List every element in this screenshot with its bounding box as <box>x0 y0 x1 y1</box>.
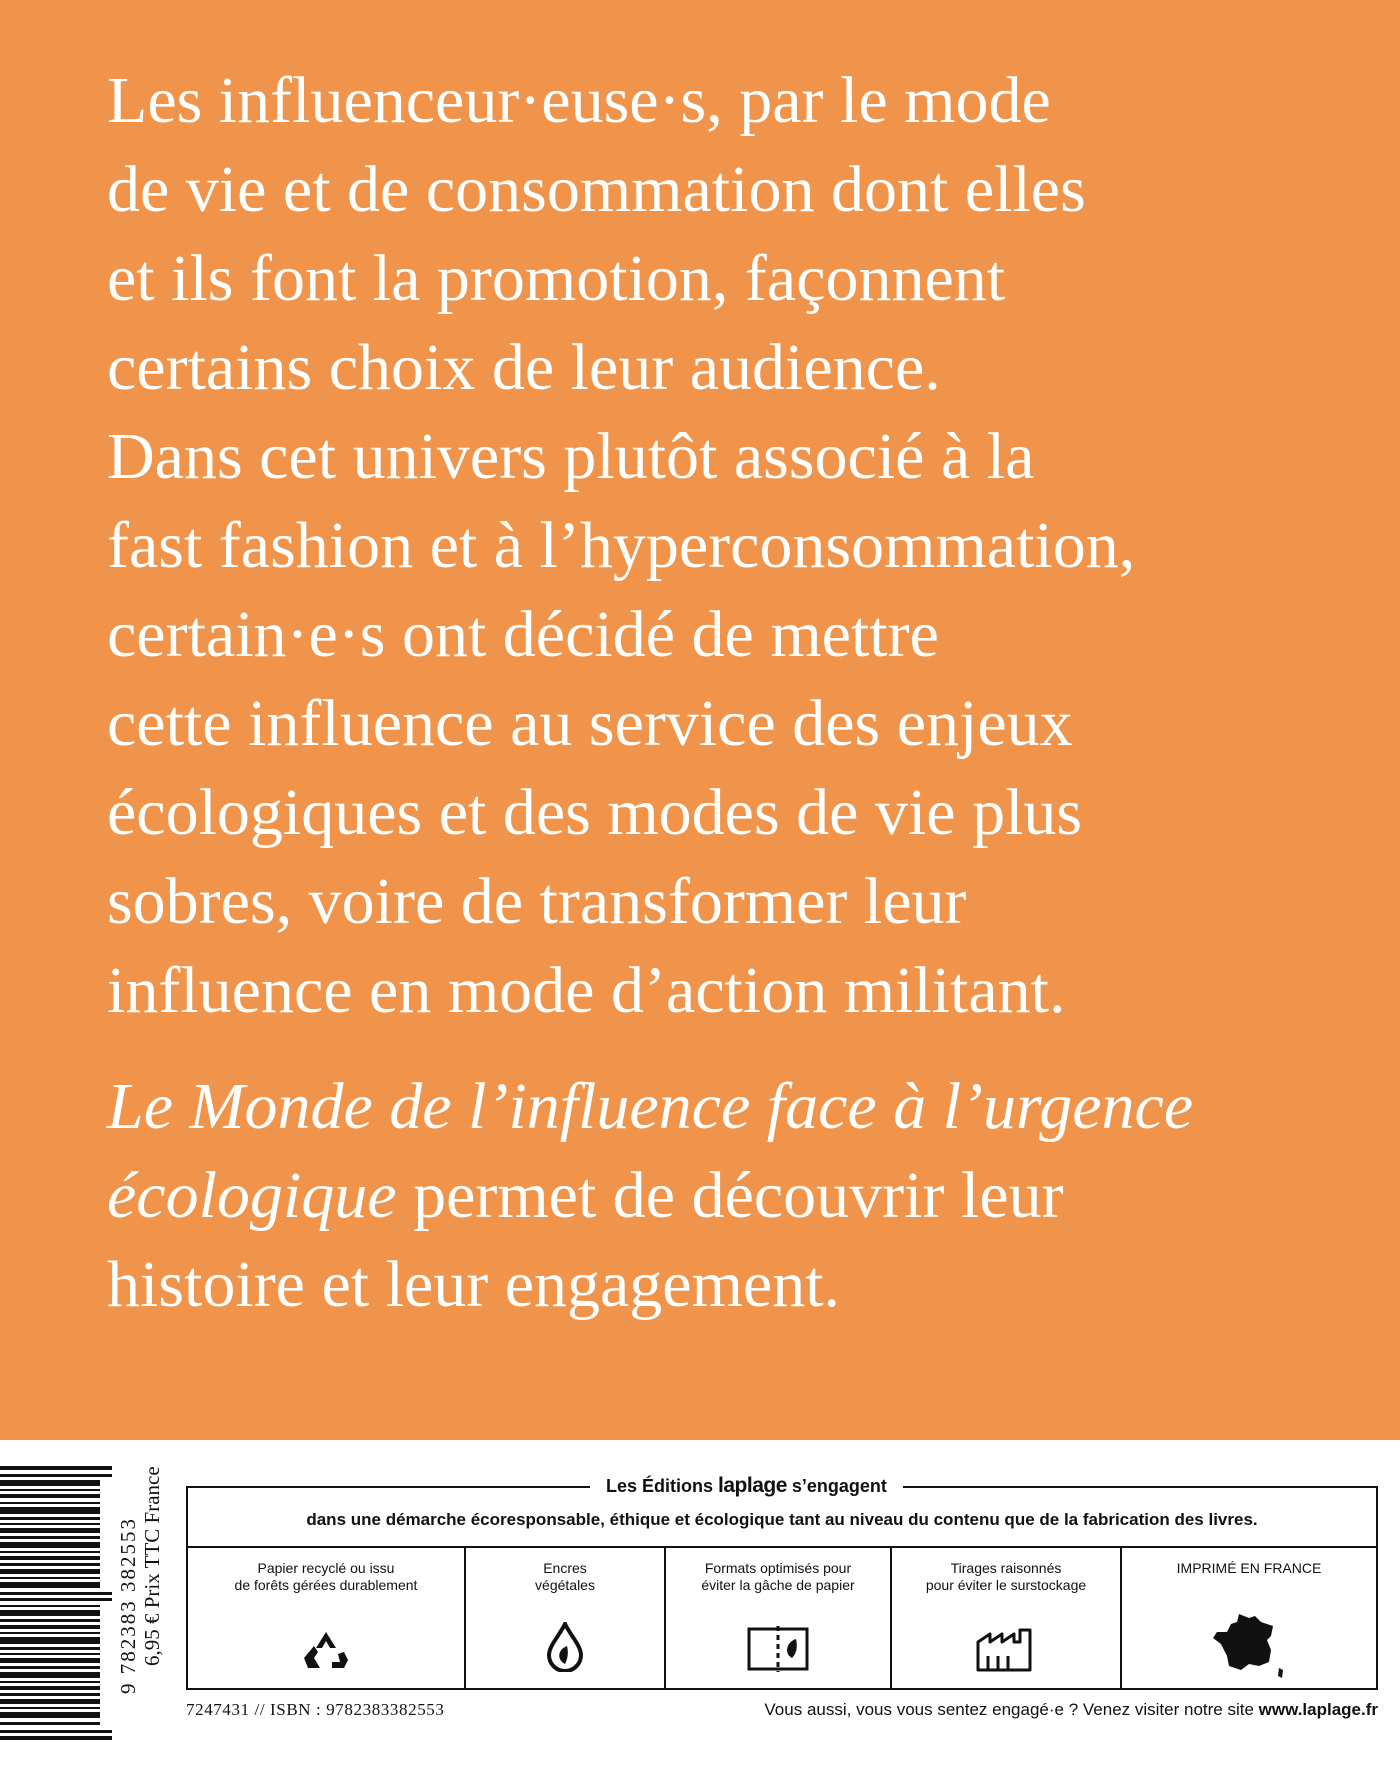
paragraph-gap <box>107 1035 1347 1062</box>
blurb-line: sobres, voire de transformer leur <box>107 865 967 938</box>
paper-format-icon <box>746 1626 810 1672</box>
blurb-text: permet de découvrir leur <box>396 1159 1064 1232</box>
recycle-icon <box>302 1630 350 1672</box>
engagement-item-text: Formats optimisés pour éviter la gâche de papier <box>701 1560 855 1593</box>
engagement-item-text: Papier recyclé ou issu de forêts gérées durablement <box>234 1560 418 1593</box>
barcode-digits: 9 782383 382553 <box>116 1517 140 1695</box>
barcode <box>0 1466 130 1744</box>
engagement-item-text: Encres végétales <box>535 1560 595 1593</box>
book-title-line <box>107 1062 1347 1151</box>
blurb-line: de vie et de consommation dont elles <box>107 153 1086 226</box>
engagement-item-print-runs <box>890 1548 1120 1690</box>
engagement-title: Les Éditions laplage s’engagent <box>590 1474 903 1498</box>
engagement-item-text: IMPRIMÉ EN FRANCE <box>1176 1560 1322 1576</box>
back-cover-blurb <box>107 56 1347 1329</box>
factory-icon <box>974 1624 1038 1672</box>
ink-drop-icon <box>545 1622 585 1672</box>
blurb-line: histoire et leur engagement. <box>107 1248 841 1321</box>
isbn-line: 7247431 // ISBN : 9782383382553 <box>186 1700 445 1719</box>
publisher-logo: laplage <box>718 1474 787 1497</box>
engagement-item-paper <box>188 1548 464 1690</box>
website-invitation: Vous aussi, vous vous sentez engagé·e ? Venez visiter notre site www.laplage.fr <box>764 1700 1378 1719</box>
blurb-line: Dans cet univers plutôt associé à la <box>107 420 1035 493</box>
blurb-line <box>107 1151 1347 1240</box>
eco-engagement-box <box>186 1486 1378 1690</box>
blurb-line: certains choix de leur audience. <box>107 331 941 404</box>
blurb-line: Les influenceur·euse·s, par le mode <box>107 64 1051 137</box>
blurb-line: influence en mode d’action militant. <box>107 954 1066 1027</box>
engagement-item-formats <box>664 1548 890 1690</box>
blurb-line: cette influence au service des enjeux <box>107 687 1073 760</box>
book-title-italic-end: écologique <box>107 1159 397 1232</box>
blurb-line: fast fashion et à l’hyperconsommation, <box>107 509 1136 582</box>
engagement-subtitle: dans une démarche écoresponsable, éthique et écologique tant au niveau du contenu que de la fabrication des livres. <box>306 1510 1258 1529</box>
blurb-line: certain·e·s ont décidé de mettre <box>107 598 939 671</box>
engagement-item-made-in-france <box>1120 1548 1376 1690</box>
engagement-item-ink <box>464 1548 664 1690</box>
blurb-line: et ils font la promotion, façonnent <box>107 242 1006 315</box>
blurb-line: écologiques et des modes de vie plus <box>107 776 1083 849</box>
engagement-item-text: Tirages raisonnés pour éviter le surstockage <box>925 1560 1087 1593</box>
price-label: 6,95 € Prix TTC France <box>140 1466 164 1666</box>
website-link[interactable]: www.laplage.fr <box>1258 1700 1378 1719</box>
france-map-icon <box>1209 1610 1289 1680</box>
book-title-italic: Le Monde de l’influence face à l’urgence <box>107 1070 1194 1143</box>
